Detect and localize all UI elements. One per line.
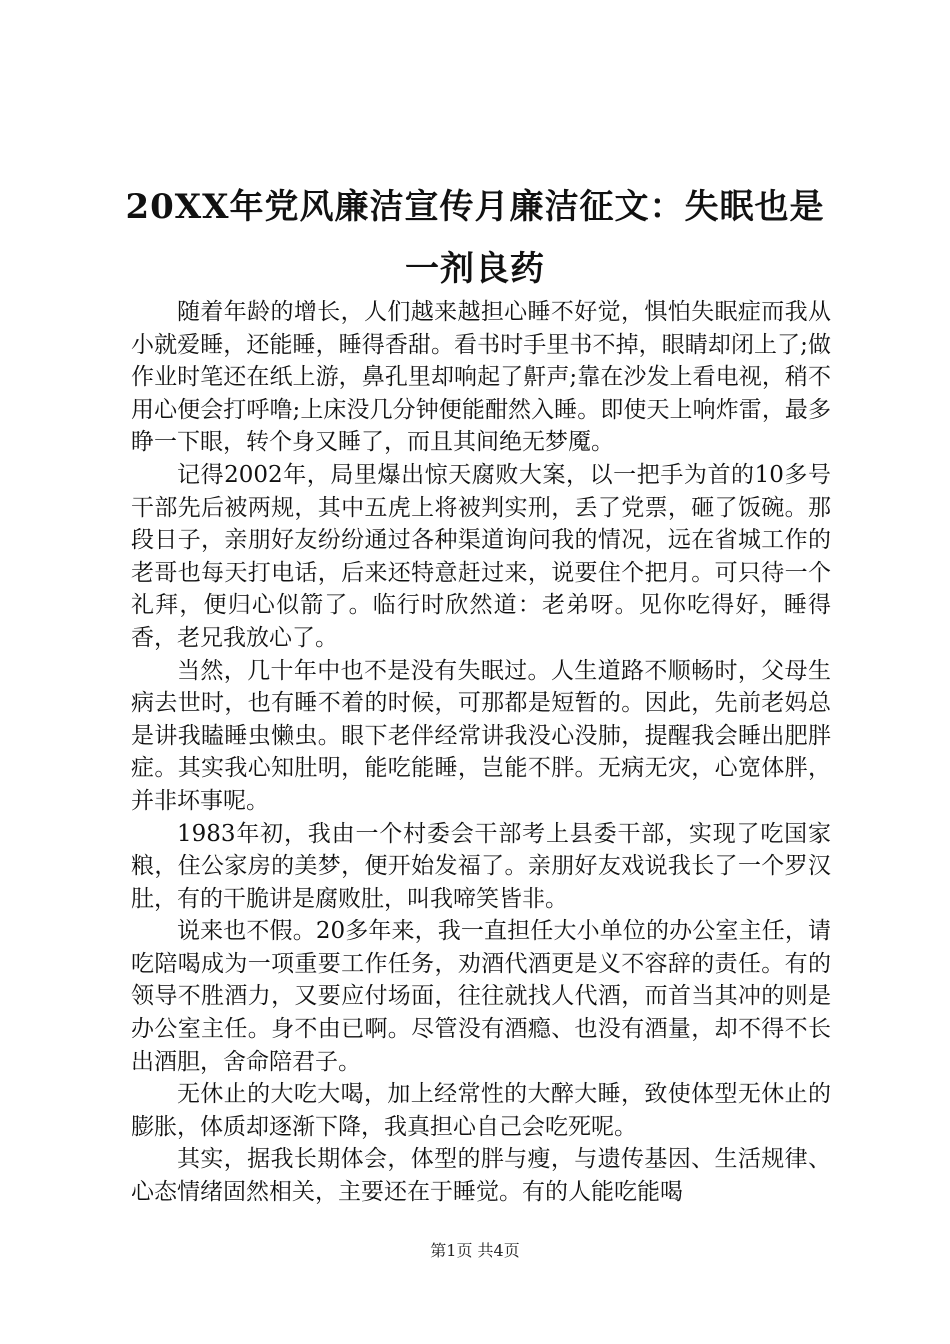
paragraph: 其实，据我长期体会，体型的胖与瘦，与遗传基因、生活规律、心态情绪固然相关，主要还在于睡觉。有的人能吃能喝 bbox=[131, 1146, 831, 1206]
paragraph: 说来也不假。20多年来，我一直担任大小单位的办公室主任，请吃陪喝成为一项重要工作任务，劝酒代酒更是义不容辞的责任。有的领导不胜酒力，又要应付场面，往往就找人代酒，而首当其冲的则是办公室主任。身不由已啊。尽管没有酒瘾、也没有酒量，却不得不长出酒胆，舍命陪君子。 bbox=[131, 918, 831, 1075]
paragraph: 当然，几十年中也不是没有失眠过。人生道路不顺畅时，父母生病去世时，也有睡不着的时候，可那都是短暂的。因此，先前老妈总是讲我瞌睡虫懒虫。眼下老伴经常讲我没心没肺，提醒我会睡出肥胖症。其实我心知肚明，能吃能睡，岂能不胖。无病无灾，心宽体胖，并非坏事呢。 bbox=[131, 657, 831, 814]
page-footer: 第1页 共4页 bbox=[430, 1241, 520, 1260]
paragraph: 随着年龄的增长，人们越来越担心睡不好觉，惧怕失眠症而我从小就爱睡，还能睡，睡得香甜。看书时手里书不掉，眼睛却闭上了;做作业时笔还在纸上游，鼻孔里却响起了鼾声;靠在沙发上看电视，稍不用心便会打呼噜;上床没几分钟便能酣然入睡。即使天上响炸雷，最多睁一下眼，转个身又睡了，而且其间绝无梦魇。 bbox=[131, 299, 831, 456]
paragraph: 无休止的大吃大喝，加上经常性的大醉大睡，致使体型无休止的膨胀，体质却逐渐下降，我真担心自己会吃死呢。 bbox=[131, 1081, 831, 1140]
paragraph: 记得2002年，局里爆出惊天腐败大案，以一把手为首的10多号干部先后被两规，其中五虎上将被判实刑，丢了党票，砸了饭碗。那段日子，亲朋好友纷纷通过各种渠道询问我的情况，远在省城工作的老哥也每天打电话，后来还特意赶过来，说要住个把月。可只待一个礼拜，便归心似箭了。临行时欣然道：老弟呀。见你吃得好，睡得香，老兄我放心了。 bbox=[131, 461, 831, 651]
document-body bbox=[131, 296, 831, 1209]
document-title: 20XX年党风廉洁宣传月廉洁征文：失眠也是一剂良药 bbox=[125, 187, 825, 289]
paragraph: 1983年初，我由一个村委会干部考上县委干部，实现了吃国家粮，住公家房的美梦，便开始发福了。亲朋好友戏说我长了一个罗汉肚，有的干脆讲是腐败肚，叫我啼笑皆非。 bbox=[131, 820, 831, 912]
